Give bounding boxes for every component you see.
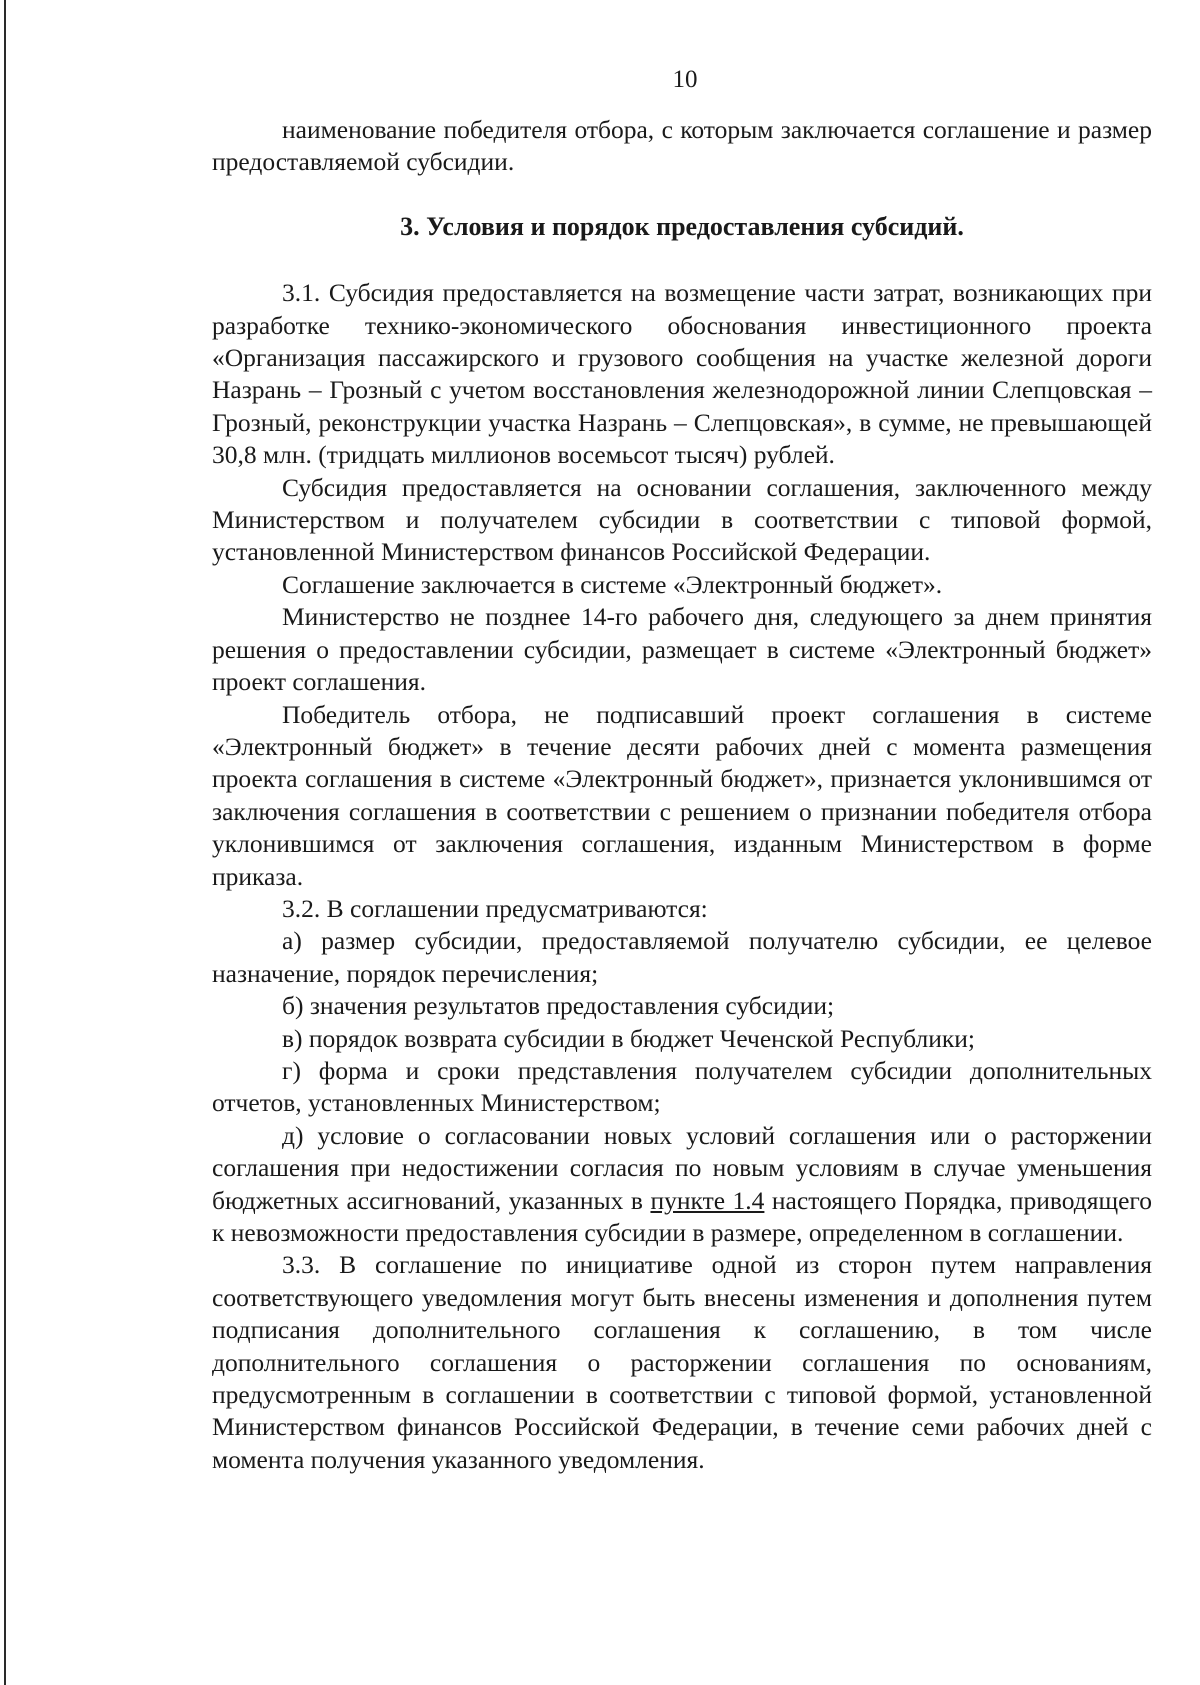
clause-reference-link[interactable]: пункте 1.4: [650, 1185, 765, 1215]
paragraph-3-1: 3.1. Субсидия предоставляется на возмещение части затрат, возникающих при разработке технико-экономического обоснования инвестиционного проекта «Организация пассажирского и грузового сообщения на участке железной дороги Назрань – Грозный с учетом восстановления железнодорожной линии Слепцовская – Грозный, реконструкции участка Назрань – Слепцовская», в сумме, не превышающей 30,8 млн. (тридцать миллионов восемьсот тысяч) рублей.: [212, 278, 1152, 470]
paragraph-3-3: 3.3. В соглашение по инициативе одной из сторон путем направления соответствующего уведомления могут быть внесены изменения и дополнения путем подписания дополнительного соглашения к соглашению, в том числе дополнительного соглашения о расторжении соглашения по основаниям, предусмотренным в соглашении в соответствии с типовой формой, установленной Министерством финансов Российской Федерации, в течение семи рабочих дней с момента получения указанного уведомления.: [212, 1250, 1152, 1474]
clause-v: в) порядок возврата субсидии в бюджет Чеченской Республики;: [282, 1023, 976, 1053]
clause-b: б) значения результатов предоставления субсидии;: [282, 991, 835, 1021]
paragraph-agreement-basis: Субсидия предоставляется на основании соглашения, заключенного между Министерством и получателем субсидии в соответствии с типовой формой, установленной Министерством финансов Российской Федерации.: [212, 472, 1152, 567]
clause-d-text-end: настоящего Порядка, приводящего к невозможности предоставления субсидии в размере, определенном в соглашении.: [212, 1185, 1152, 1247]
clause-d-text-start: д) условие о согласовании новых условий соглашения или о расторжении соглашения при недостижении согласия по новым условиям в случае уменьшения бюджетных ассигнований, указанных в: [212, 1120, 1152, 1215]
clause-d: [212, 1120, 1152, 1250]
scan-edge-line: [4, 0, 6, 1685]
paragraph-electronic-budget: Соглашение заключается в системе «Электронный бюджет».: [282, 569, 943, 599]
clause-g: г) форма и сроки представления получателем субсидии дополнительных отчетов, установленных Министерством;: [212, 1055, 1152, 1118]
paragraph-winner-evasion: Победитель отбора, не подписавший проект соглашения в системе «Электронный бюджет» в течение десяти рабочих дней с момента размещения проекта соглашения в системе «Электронный бюджет», признается уклонившимся от заключения соглашения в соответствии с решением о признании победителя отбора уклонившимся от заключения соглашения, изданным Министерством в форме приказа.: [212, 699, 1152, 891]
paragraph-ministry-deadline: Министерство не позднее 14-го рабочего дня, следующего за днем принятия решения о предоставлении субсидии, размещает в системе «Электронный бюджет» проект соглашения.: [212, 602, 1152, 697]
intro-paragraph: наименование победителя отбора, с которым заключается соглашение и размер предоставляемой субсидии.: [212, 115, 1152, 177]
clause-a: а) размер субсидии, предоставляемой получателю субсидии, ее целевое назначение, порядок перечисления;: [212, 926, 1152, 988]
page-number: 10: [672, 66, 698, 93]
section-heading: 3. Условия и порядок предоставления субсидий.: [400, 211, 964, 241]
document-body: [212, 114, 1152, 1476]
paragraph-3-2: 3.2. В соглашении предусматриваются:: [282, 893, 708, 923]
